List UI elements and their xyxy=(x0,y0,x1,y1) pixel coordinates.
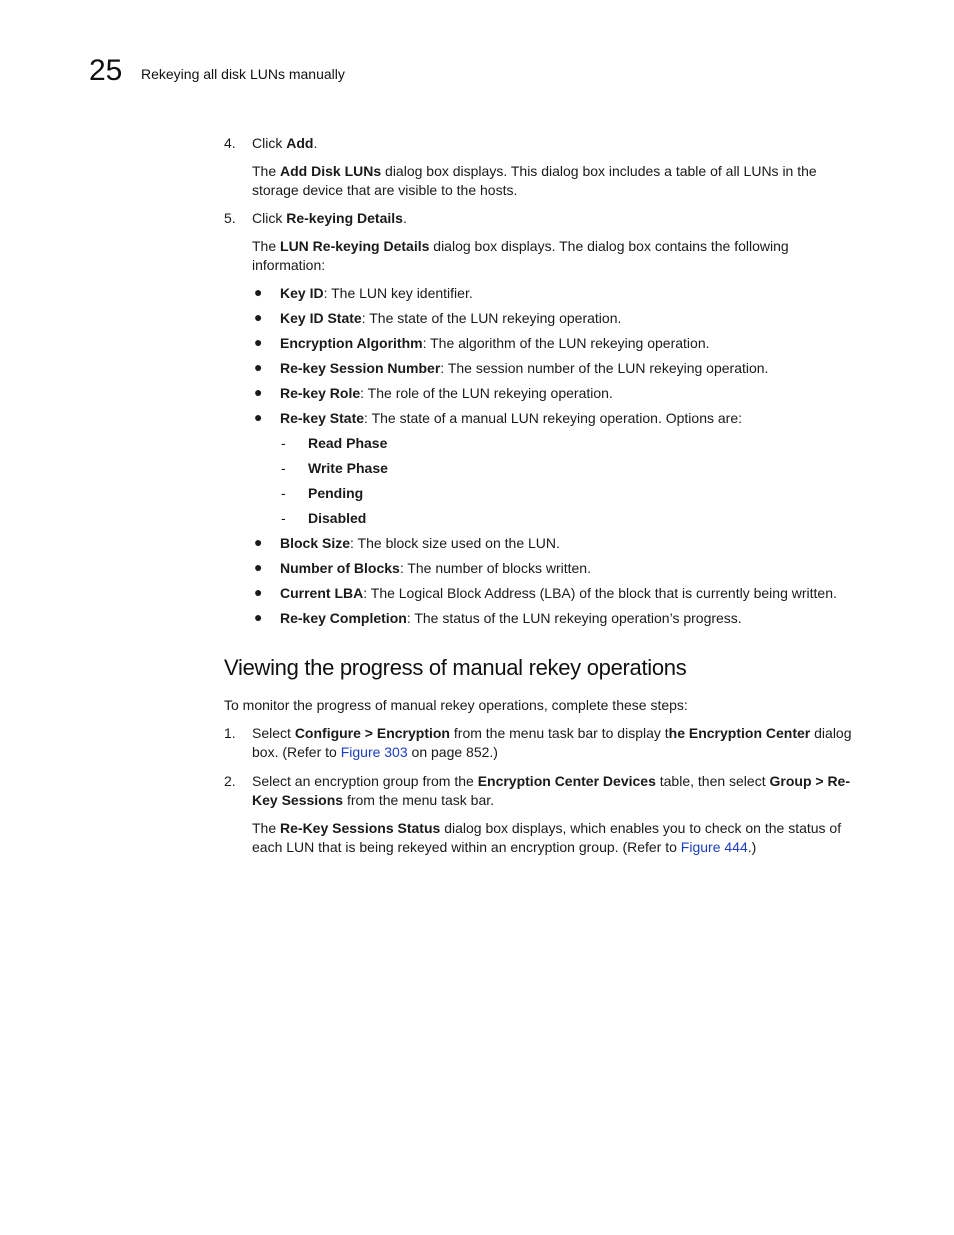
dash-icon: - xyxy=(281,510,286,526)
field-term: Re-key Role xyxy=(280,385,361,401)
field-desc: : The session number of the LUN rekeying operation. xyxy=(440,360,769,376)
field-list xyxy=(252,284,864,628)
step-text: dialog box. (Refer to xyxy=(252,725,852,760)
ui-term: Re-Key Sessions Status xyxy=(280,820,441,836)
step-4-description xyxy=(252,162,864,200)
desc-text: dialog box displays, which enables you to check on the status of each LUN that is being rekeyed within an encryption group. (Refer to xyxy=(252,820,842,855)
step-text: table, then select xyxy=(655,773,770,789)
step-text: Select an encryption group from the xyxy=(252,773,478,789)
desc-text: The xyxy=(252,163,281,179)
chapter-number: 25 xyxy=(89,54,123,87)
field-desc: : The algorithm of the LUN rekeying operation. xyxy=(422,335,710,351)
step-text: Select xyxy=(252,725,295,741)
ui-term: he Encryption Center xyxy=(668,725,811,741)
step-text: . xyxy=(402,210,407,226)
desc-text: .) xyxy=(747,839,757,855)
bullet-icon: ● xyxy=(254,334,263,350)
field-term: Encryption Algorithm xyxy=(280,335,423,351)
bullet-icon: ● xyxy=(254,384,263,400)
bullet-icon: ● xyxy=(254,359,263,375)
menu-path: Group > Re-Key Sessions xyxy=(252,773,851,808)
dash-icon: - xyxy=(281,485,286,501)
step-number: 2. xyxy=(224,773,236,789)
state-option: Read Phase xyxy=(308,435,388,451)
field-desc: : The status of the LUN rekeying operation’s progress. xyxy=(406,610,742,626)
step-text: Click xyxy=(252,210,287,226)
field-term: Re-key Completion xyxy=(280,610,407,626)
list-item xyxy=(252,409,864,528)
list-item xyxy=(252,309,864,328)
list-item xyxy=(280,484,864,503)
field-desc: : The number of blocks written. xyxy=(399,560,591,576)
list-item xyxy=(252,334,864,353)
ui-term: Add xyxy=(286,135,314,151)
bullet-icon: ● xyxy=(254,534,263,550)
step-number: 4. xyxy=(224,135,236,151)
bullet-icon: ● xyxy=(254,609,263,625)
menu-path: Configure > Encryption xyxy=(294,725,450,741)
step-5 xyxy=(224,209,864,228)
desc-text: dialog box displays. This dialog box includes a table of all LUNs in the storage device that are visible to the hosts. xyxy=(252,163,817,198)
field-term: Block Size xyxy=(280,535,351,551)
state-option: Pending xyxy=(308,485,364,501)
list-item xyxy=(252,534,864,553)
step-text: from the menu task bar to display t xyxy=(450,725,669,741)
list-item xyxy=(252,584,864,603)
list-item xyxy=(252,284,864,303)
field-desc: : The block size used on the LUN. xyxy=(350,535,560,551)
figure-303-link[interactable]: Figure 303 xyxy=(340,744,408,760)
field-term: Current LBA xyxy=(280,585,364,601)
bullet-icon: ● xyxy=(254,559,263,575)
step-text: . xyxy=(313,135,318,151)
list-item xyxy=(252,609,864,628)
step-1 xyxy=(224,724,864,762)
dash-icon: - xyxy=(281,435,286,451)
figure-444-link[interactable]: Figure 444 xyxy=(680,839,748,855)
bullet-icon: ● xyxy=(254,309,263,325)
step-text: Click xyxy=(252,135,287,151)
list-item xyxy=(252,559,864,578)
list-item xyxy=(280,509,864,528)
list-item xyxy=(280,434,864,453)
step-text: from the menu task bar. xyxy=(343,792,495,808)
step-5-description xyxy=(252,237,864,275)
field-term: Key ID State xyxy=(280,310,362,326)
rekey-state-options xyxy=(280,434,864,528)
ui-term: Add Disk LUNs xyxy=(280,163,382,179)
list-item xyxy=(252,359,864,378)
state-option: Write Phase xyxy=(308,460,388,476)
ui-term: Encryption Center Devices xyxy=(477,773,656,789)
field-term: Key ID xyxy=(280,285,324,301)
bullet-icon: ● xyxy=(254,584,263,600)
field-term: Re-key State xyxy=(280,410,365,426)
step-4 xyxy=(224,134,864,153)
field-desc: : The LUN key identifier. xyxy=(323,285,473,301)
step-2 xyxy=(224,772,864,810)
field-desc: : The state of the LUN rekeying operation. xyxy=(361,310,622,326)
field-term: Number of Blocks xyxy=(280,560,400,576)
dash-icon: - xyxy=(281,460,286,476)
field-desc: : The state of a manual LUN rekeying operation. Options are: xyxy=(364,410,742,426)
field-desc: : The Logical Block Address (LBA) of the block that is currently being written. xyxy=(363,585,837,601)
step-text: on page 852.) xyxy=(407,744,498,760)
page-content xyxy=(224,134,864,857)
bullet-icon: ● xyxy=(254,284,263,300)
bullet-icon: ● xyxy=(254,409,263,425)
step-number: 1. xyxy=(224,725,236,741)
list-item xyxy=(280,459,864,478)
desc-text: The xyxy=(252,238,281,254)
section-heading: Viewing the progress of manual rekey operations xyxy=(224,655,687,680)
state-option: Disabled xyxy=(308,510,367,526)
chapter-title: Rekeying all disk LUNs manually xyxy=(141,66,345,82)
desc-text: The xyxy=(252,820,281,836)
desc-text: dialog box displays. The dialog box contains the following information: xyxy=(252,238,789,273)
field-term: Re-key Session Number xyxy=(280,360,441,376)
field-desc: : The role of the LUN rekeying operation. xyxy=(360,385,613,401)
ui-term: LUN Re-keying Details xyxy=(280,238,430,254)
step-2-description xyxy=(252,819,864,857)
ui-term: Re-keying Details xyxy=(286,210,403,226)
section-intro: To monitor the progress of manual rekey operations, complete these steps: xyxy=(224,697,688,713)
list-item xyxy=(252,384,864,403)
step-number: 5. xyxy=(224,210,236,226)
